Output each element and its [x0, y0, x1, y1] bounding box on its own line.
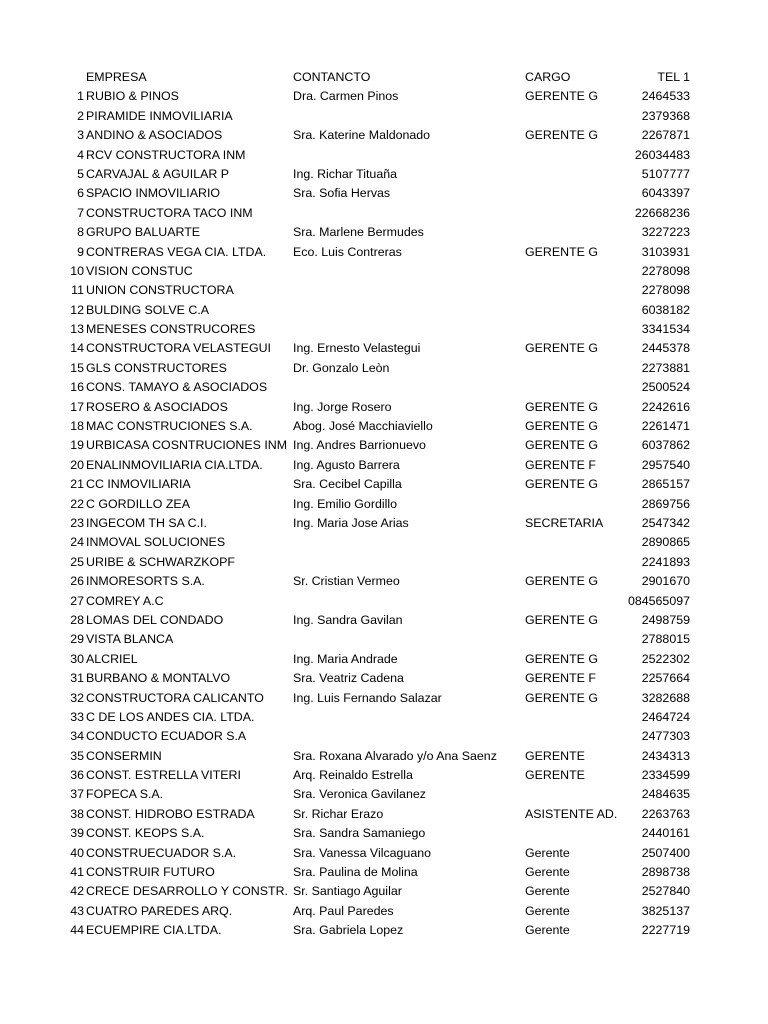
cell-contacto: Eco. Luis Contreras: [293, 244, 402, 259]
cell-empresa: BURBANO & MONTALVO: [86, 671, 231, 686]
table-row: [0, 107, 768, 126]
table-row: [0, 727, 768, 746]
cell-empresa: CONSTRUCTORA VELASTEGUI: [86, 341, 271, 356]
row-number: 2: [77, 108, 84, 123]
row-number: 42: [70, 884, 84, 899]
cell-tel: 2890865: [641, 535, 690, 550]
cell-tel: 2500524: [641, 380, 690, 395]
cell-empresa: MENESES CONSTRUCORES: [86, 322, 256, 337]
cell-cargo: GERENTE G: [525, 341, 598, 356]
row-number: 26: [70, 574, 84, 589]
row-number: 18: [70, 419, 84, 434]
row-number: 24: [70, 535, 84, 550]
cell-tel: 2278098: [641, 283, 690, 298]
table-row: [0, 766, 768, 785]
cell-tel: 2527840: [641, 884, 690, 899]
cell-empresa: COMREY A.C: [86, 593, 164, 608]
table-row: [0, 243, 768, 262]
cell-empresa: INMOVAL SOLUCIONES: [86, 535, 226, 550]
cell-cargo: GERENTE G: [525, 89, 598, 104]
table-row: [0, 223, 768, 242]
cell-empresa: CONSERMIN: [86, 748, 162, 763]
cell-empresa: CONTRERAS VEGA CIA. LTDA.: [86, 244, 267, 259]
row-number: 37: [70, 787, 84, 802]
row-number: 35: [70, 748, 84, 763]
cell-contacto: Ing. Emilio Gordillo: [293, 496, 397, 511]
row-number: 27: [70, 593, 84, 608]
cell-cargo: GERENTE G: [525, 651, 598, 666]
cell-empresa: VISION CONSTUC: [86, 263, 193, 278]
table-row: [0, 708, 768, 727]
cell-cargo: GERENTE F: [525, 457, 596, 472]
row-number: 41: [70, 865, 84, 880]
row-number: 23: [70, 515, 84, 530]
cell-contacto: Ing. Ernesto Velastegui: [293, 341, 421, 356]
row-number: 15: [70, 360, 84, 375]
cell-tel: 3825137: [641, 903, 690, 918]
row-number: 36: [70, 768, 84, 783]
cell-empresa: CRECE DESARROLLO Y CONSTR.: [86, 884, 288, 899]
row-number: 20: [70, 457, 84, 472]
cell-empresa: CONSTRUIR FUTURO: [86, 865, 215, 880]
table-row: [0, 320, 768, 339]
cell-tel: 2379368: [641, 108, 690, 123]
cell-contacto: Ing. Richar Tituaña: [293, 166, 398, 181]
cell-contacto: Ing. Agusto Barrera: [293, 457, 400, 472]
table-row: [0, 533, 768, 552]
header-contacto: CONTANCTO: [293, 70, 371, 84]
table-row: [0, 863, 768, 882]
cell-empresa: GRUPO BALUARTE: [86, 225, 201, 240]
cell-empresa: CONSTRUCTORA CALICANTO: [86, 690, 264, 705]
cell-cargo: Gerente: [525, 923, 570, 938]
cell-cargo: GERENTE G: [525, 690, 598, 705]
row-number: 31: [70, 671, 84, 686]
row-number: 14: [70, 341, 84, 356]
table-row: [0, 630, 768, 649]
table-row: [0, 87, 768, 106]
row-number: 34: [70, 729, 84, 744]
cell-empresa: CONSTRUCTORA TACO INM: [86, 205, 253, 220]
cell-empresa: CONST. KEOPS S.A.: [86, 826, 205, 841]
cell-tel: 5107777: [641, 166, 690, 181]
row-number: 1: [77, 89, 84, 104]
cell-empresa: ROSERO & ASOCIADOS: [86, 399, 228, 414]
cell-empresa: ALCRIEL: [86, 651, 138, 666]
cell-contacto: Ing. Luis Fernando Salazar: [293, 690, 442, 705]
cell-empresa: CC INMOVILIARIA: [86, 477, 191, 492]
cell-contacto: Sra. Paulina de Molina: [293, 865, 418, 880]
cell-cargo: SECRETARIA: [525, 515, 604, 530]
cell-contacto: Sra. Gabriela Lopez: [293, 923, 404, 938]
table-row: [0, 456, 768, 475]
table-row: [0, 921, 768, 940]
cell-contacto: Sra. Katerine Maldonado: [293, 128, 431, 143]
cell-tel: 6043397: [641, 186, 690, 201]
cell-tel: 3227223: [641, 225, 690, 240]
cell-cargo: GERENTE F: [525, 671, 596, 686]
cell-empresa: LOMAS DEL CONDADO: [86, 612, 224, 627]
cell-contacto: Abog. José Macchiaviello: [293, 419, 433, 434]
row-number: 11: [71, 283, 84, 298]
table-row: [0, 475, 768, 494]
table-row: [0, 650, 768, 669]
cell-contacto: Sra. Sofia Hervas: [293, 186, 391, 201]
cell-empresa: RCV CONSTRUCTORA INM: [86, 147, 246, 162]
cell-tel: 2278098: [641, 263, 690, 278]
cell-empresa: CONSTRUECUADOR S.A.: [86, 845, 237, 860]
cell-tel: 2522302: [641, 651, 690, 666]
cell-cargo: GERENTE G: [525, 419, 598, 434]
cell-tel: 2242616: [641, 399, 690, 414]
cell-cargo: GERENTE G: [525, 574, 598, 589]
row-number: 4: [77, 147, 84, 162]
cell-contacto: Sra. Roxana Alvarado y/o Ana Saenz: [293, 748, 497, 763]
row-number: 8: [77, 225, 84, 240]
table-body: [0, 87, 768, 940]
cell-empresa: URIBE & SCHWARZKOPF: [86, 554, 235, 569]
cell-cargo: Gerente: [525, 884, 570, 899]
row-number: 12: [70, 302, 84, 317]
table-row: [0, 747, 768, 766]
header-tel: TEL 1: [657, 70, 690, 84]
row-number: 43: [70, 903, 84, 918]
header-empresa: EMPRESA: [86, 70, 147, 84]
cell-tel: 2227719: [641, 923, 690, 938]
cell-tel: 2484635: [641, 787, 690, 802]
table-row: [0, 669, 768, 688]
table-row: [0, 359, 768, 378]
header-row: [0, 68, 768, 87]
cell-cargo: GERENTE G: [525, 477, 598, 492]
cell-tel: 2869756: [641, 496, 690, 511]
table-row: [0, 204, 768, 223]
table-row: [0, 436, 768, 455]
cell-tel: 2257664: [641, 671, 690, 686]
cell-empresa: CUATRO PAREDES ARQ.: [86, 903, 233, 918]
cell-cargo: GERENTE: [525, 768, 585, 783]
row-number: 17: [70, 399, 84, 414]
table-row: [0, 805, 768, 824]
cell-tel: 2464724: [641, 709, 690, 724]
table-row: [0, 514, 768, 533]
cell-empresa: GLS CONSTRUCTORES: [86, 360, 227, 375]
row-number: 38: [70, 806, 84, 821]
row-number: 22: [70, 496, 84, 511]
row-number: 19: [70, 438, 84, 453]
cell-tel: 2464533: [641, 89, 690, 104]
table-row: [0, 146, 768, 165]
row-number: 16: [70, 380, 84, 395]
cell-tel: 2865157: [641, 477, 690, 492]
table-row: [0, 495, 768, 514]
cell-cargo: ASISTENTE AD.: [525, 806, 618, 821]
table-row: [0, 592, 768, 611]
cell-tel: 2445378: [641, 341, 690, 356]
table-row: [0, 417, 768, 436]
cell-contacto: Ing. Maria Andrade: [293, 651, 398, 666]
cell-contacto: Dra. Carmen Pinos: [293, 89, 399, 104]
table-row: [0, 301, 768, 320]
cell-empresa: PIRAMIDE INMOVILIARIA: [86, 108, 233, 123]
cell-cargo: GERENTE: [525, 748, 585, 763]
cell-tel: 2547342: [641, 515, 690, 530]
cell-empresa: CONDUCTO ECUADOR S.A: [86, 729, 247, 744]
cell-empresa: CONST. ESTRELLA VITERI: [86, 768, 241, 783]
cell-empresa: RUBIO & PINOS: [86, 89, 179, 104]
cell-empresa: ECUEMPIRE CIA.LTDA.: [86, 923, 222, 938]
cell-tel: 3282688: [641, 690, 690, 705]
cell-tel: 084565097: [627, 593, 690, 608]
table-row: [0, 398, 768, 417]
cell-contacto: Sr. Richar Erazo: [293, 806, 384, 821]
cell-empresa: UNION CONSTRUCTORA: [86, 283, 234, 298]
cell-contacto: Arq. Reinaldo Estrella: [293, 768, 413, 783]
cell-tel: 6037862: [641, 438, 690, 453]
table-row: [0, 844, 768, 863]
table-row: [0, 824, 768, 843]
cell-empresa: ANDINO & ASOCIADOS: [86, 128, 223, 143]
cell-tel: 22668236: [634, 205, 690, 220]
cell-contacto: Sra. Marlene Bermudes: [293, 225, 424, 240]
spreadsheet: [0, 68, 768, 941]
row-number: 6: [77, 186, 84, 201]
cell-tel: 3341534: [641, 322, 690, 337]
cell-tel: 2263763: [641, 806, 690, 821]
cell-cargo: GERENTE G: [525, 399, 598, 414]
cell-contacto: Sra. Vanessa Vilcaguano: [293, 845, 431, 860]
cell-tel: 2273881: [641, 360, 690, 375]
cell-tel: 2788015: [641, 632, 690, 647]
cell-tel: 3103931: [641, 244, 690, 259]
row-number: 10: [70, 263, 84, 278]
row-number: 7: [77, 205, 84, 220]
table-row: [0, 262, 768, 281]
cell-tel: 2267871: [641, 128, 690, 143]
cell-cargo: GERENTE G: [525, 612, 598, 627]
cell-contacto: Sr. Cristian Vermeo: [293, 574, 400, 589]
row-number: 44: [70, 923, 84, 938]
cell-empresa: INGECOM TH SA C.I.: [86, 515, 207, 530]
row-number: 30: [70, 651, 84, 666]
table-row: [0, 902, 768, 921]
cell-tel: 2498759: [641, 612, 690, 627]
row-number: 40: [70, 845, 84, 860]
row-number: 28: [70, 612, 84, 627]
table-row: [0, 281, 768, 300]
cell-empresa: C GORDILLO ZEA: [86, 496, 190, 511]
cell-cargo: Gerente: [525, 903, 570, 918]
cell-tel: 2898738: [641, 865, 690, 880]
cell-contacto: Arq. Paul Paredes: [293, 903, 394, 918]
cell-empresa: CONST. HIDROBO ESTRADA: [86, 806, 255, 821]
row-number: 39: [70, 826, 84, 841]
cell-empresa: ENALINMOVILIARIA CIA.LTDA.: [86, 457, 263, 472]
row-number: 33: [70, 709, 84, 724]
cell-tel: 2507400: [641, 845, 690, 860]
table-row: [0, 126, 768, 145]
cell-empresa: BULDING SOLVE C.A: [86, 302, 210, 317]
table-row: [0, 339, 768, 358]
row-number: 21: [70, 477, 84, 492]
cell-empresa: SPACIO INMOVILIARIO: [86, 186, 221, 201]
cell-tel: 2901670: [641, 574, 690, 589]
cell-cargo: GERENTE G: [525, 128, 598, 143]
table-row: [0, 572, 768, 591]
row-number: 3: [77, 128, 84, 143]
row-number: 32: [70, 690, 84, 705]
cell-tel: 2434313: [641, 748, 690, 763]
row-number: 13: [70, 322, 84, 337]
cell-contacto: Sra. Sandra Samaniego: [293, 826, 426, 841]
cell-tel: 2241893: [641, 554, 690, 569]
table-row: [0, 553, 768, 572]
table-row: [0, 378, 768, 397]
cell-tel: 2334599: [641, 768, 690, 783]
cell-contacto: Sr. Santiago Aguilar: [293, 884, 402, 899]
cell-empresa: FOPECA S.A.: [86, 787, 164, 802]
row-number: 25: [70, 554, 84, 569]
cell-contacto: Sra. Veronica Gavilanez: [293, 787, 426, 802]
cell-contacto: Sra. Veatriz Cadena: [293, 671, 404, 686]
cell-cargo: Gerente: [525, 865, 570, 880]
cell-empresa: CARVAJAL & AGUILAR P: [86, 166, 230, 181]
header-cargo: CARGO: [525, 70, 571, 84]
cell-empresa: MAC CONSTRUCIONES S.A.: [86, 419, 253, 434]
cell-tel: 2261471: [641, 419, 690, 434]
cell-contacto: Ing. Andres Barrionuevo: [293, 438, 426, 453]
cell-cargo: GERENTE G: [525, 438, 598, 453]
table-row: [0, 882, 768, 901]
cell-tel: 2477303: [641, 729, 690, 744]
table-row: [0, 785, 768, 804]
cell-tel: 2957540: [641, 457, 690, 472]
table-row: [0, 184, 768, 203]
cell-tel: 26034483: [634, 147, 690, 162]
row-number: 9: [77, 244, 84, 259]
cell-contacto: Ing. Jorge Rosero: [293, 399, 392, 414]
table-row: [0, 165, 768, 184]
cell-empresa: URBICASA COSNTRUCIONES INM: [86, 438, 288, 453]
cell-empresa: INMORESORTS S.A.: [86, 574, 205, 589]
cell-contacto: Dr. Gonzalo Leòn: [293, 360, 390, 375]
cell-cargo: GERENTE G: [525, 244, 598, 259]
cell-contacto: Sra. Cecibel Capilla: [293, 477, 402, 492]
cell-tel: 6038182: [641, 302, 690, 317]
cell-cargo: Gerente: [525, 845, 570, 860]
row-number: 29: [70, 632, 84, 647]
table-row: [0, 611, 768, 630]
cell-contacto: Ing. Maria Jose Arias: [293, 515, 409, 530]
cell-contacto: Ing. Sandra Gavilan: [293, 612, 403, 627]
row-number: 5: [77, 166, 84, 181]
cell-tel: 2440161: [641, 826, 690, 841]
cell-empresa: VISTA BLANCA: [86, 632, 174, 647]
table-row: [0, 689, 768, 708]
cell-empresa: C DE LOS ANDES CIA. LTDA.: [86, 709, 255, 724]
cell-empresa: CONS. TAMAYO & ASOCIADOS: [86, 380, 268, 395]
